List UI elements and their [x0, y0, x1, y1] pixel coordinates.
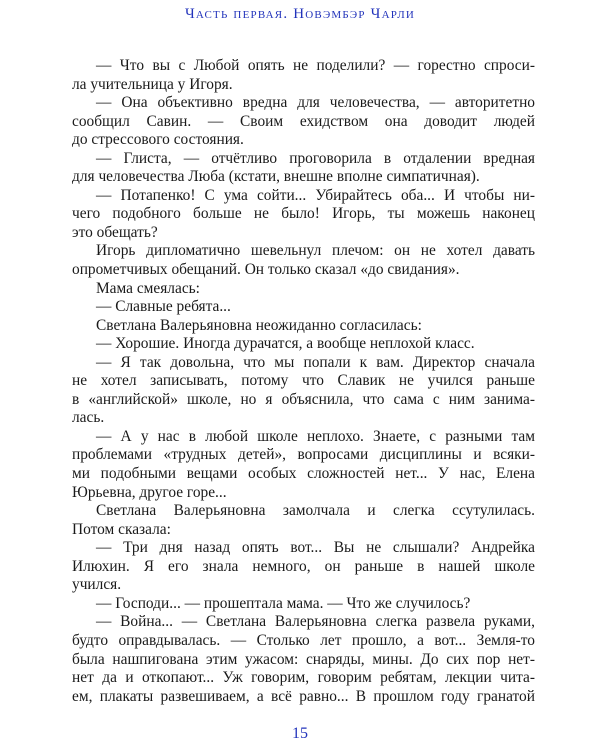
text-line: нет да и откопают... Уж говорим, говорим ребятам, лекции чита- [72, 669, 535, 687]
text-line: в «английской» школе, но я объяснила, что сама с ним занима- [72, 390, 535, 408]
text-line: — Славные ребята... [96, 298, 231, 316]
text-line: была нашпигована этим ужасом: снаряды, мины. До сих пор нет- [72, 650, 535, 668]
text-line: проблемами «трудных детей», вопросами дисциплины и всяки- [72, 446, 535, 464]
text-line: — А у нас в любой школе неплохо. Знаете, с разными там [96, 427, 535, 445]
text-line: сообщил Савин. — Своим ехидством она доводит людей [72, 112, 535, 130]
text-line: Илюхин. Я его знала немного, он раньше в нашей школе [72, 557, 535, 575]
text-line: ми подобными вещами особых сложностей нет... У нас, Елена [72, 465, 535, 483]
text-line: Светлана Валерьяновна неожиданно согласилась: [96, 316, 422, 334]
text-line: для человечества Люба (кстати, внешне вполне симпатичная). [72, 168, 480, 186]
text-line: чего подобного больше не было! Игорь, ты можешь наконец [72, 205, 535, 223]
text-line: опрометчивых обещаний. Он только сказал «до свидания». [72, 261, 460, 279]
text-line: учился. [72, 576, 122, 594]
text-line: лась. [72, 409, 105, 427]
text-line: — Война... — Светлана Валерьяновна слегка развела руками, [96, 613, 535, 631]
text-line: — Глиста, — отчётливо проговорила в отдалении вредная [96, 149, 535, 167]
page-number: 15 [292, 725, 308, 742]
text-line: — Она объективно вредна для человечества, — авторитетно [96, 94, 535, 112]
text-line: до стрессового состояния. [72, 131, 244, 149]
text-line: — Что вы с Любой опять не поделили? — горестно спроси- [96, 57, 535, 74]
text-line: — Господи... — прошептала мама. — Что же случилось? [96, 594, 471, 612]
text-line: — Я так довольна, что мы попали к вам. Директор сначала [96, 353, 535, 371]
text-line: не хотел записывать, потому что Славик не учился раньше [72, 372, 535, 390]
running-header: Часть первая. Новэмбэр Чарли [184, 6, 416, 22]
text-line: — Хорошие. Иногда дурачатся, а вообще неплохой класс. [96, 335, 475, 353]
text-line: Потом сказала: [72, 520, 171, 538]
text-line: Игорь дипломатично шевельнул плечом: он не хотел давать [96, 242, 535, 260]
text-line: — Три дня назад опять вот... Вы не слышали? Андрейка [96, 539, 535, 557]
page-body-text [72, 57, 535, 706]
text-line: будто оправдывалась. — Столько лет прошло, а вот... Земля-то [72, 631, 535, 649]
text-line: Светлана Валерьяновна замолчала и слегка ссутулилась. [96, 502, 535, 520]
text-line: ем, плакаты развешиваем, а всё равно... В прошлом году гранатой [72, 687, 535, 705]
text-line: Юрьевна, другое горе... [72, 483, 227, 501]
text-line: ла учительница у Игоря. [72, 75, 233, 93]
text-line: Мама смеялась: [96, 279, 200, 297]
text-line: это обещать? [72, 223, 158, 241]
text-line: — Потапенко! С ума сойти... Убирайтесь оба... И чтобы ни- [96, 186, 535, 204]
